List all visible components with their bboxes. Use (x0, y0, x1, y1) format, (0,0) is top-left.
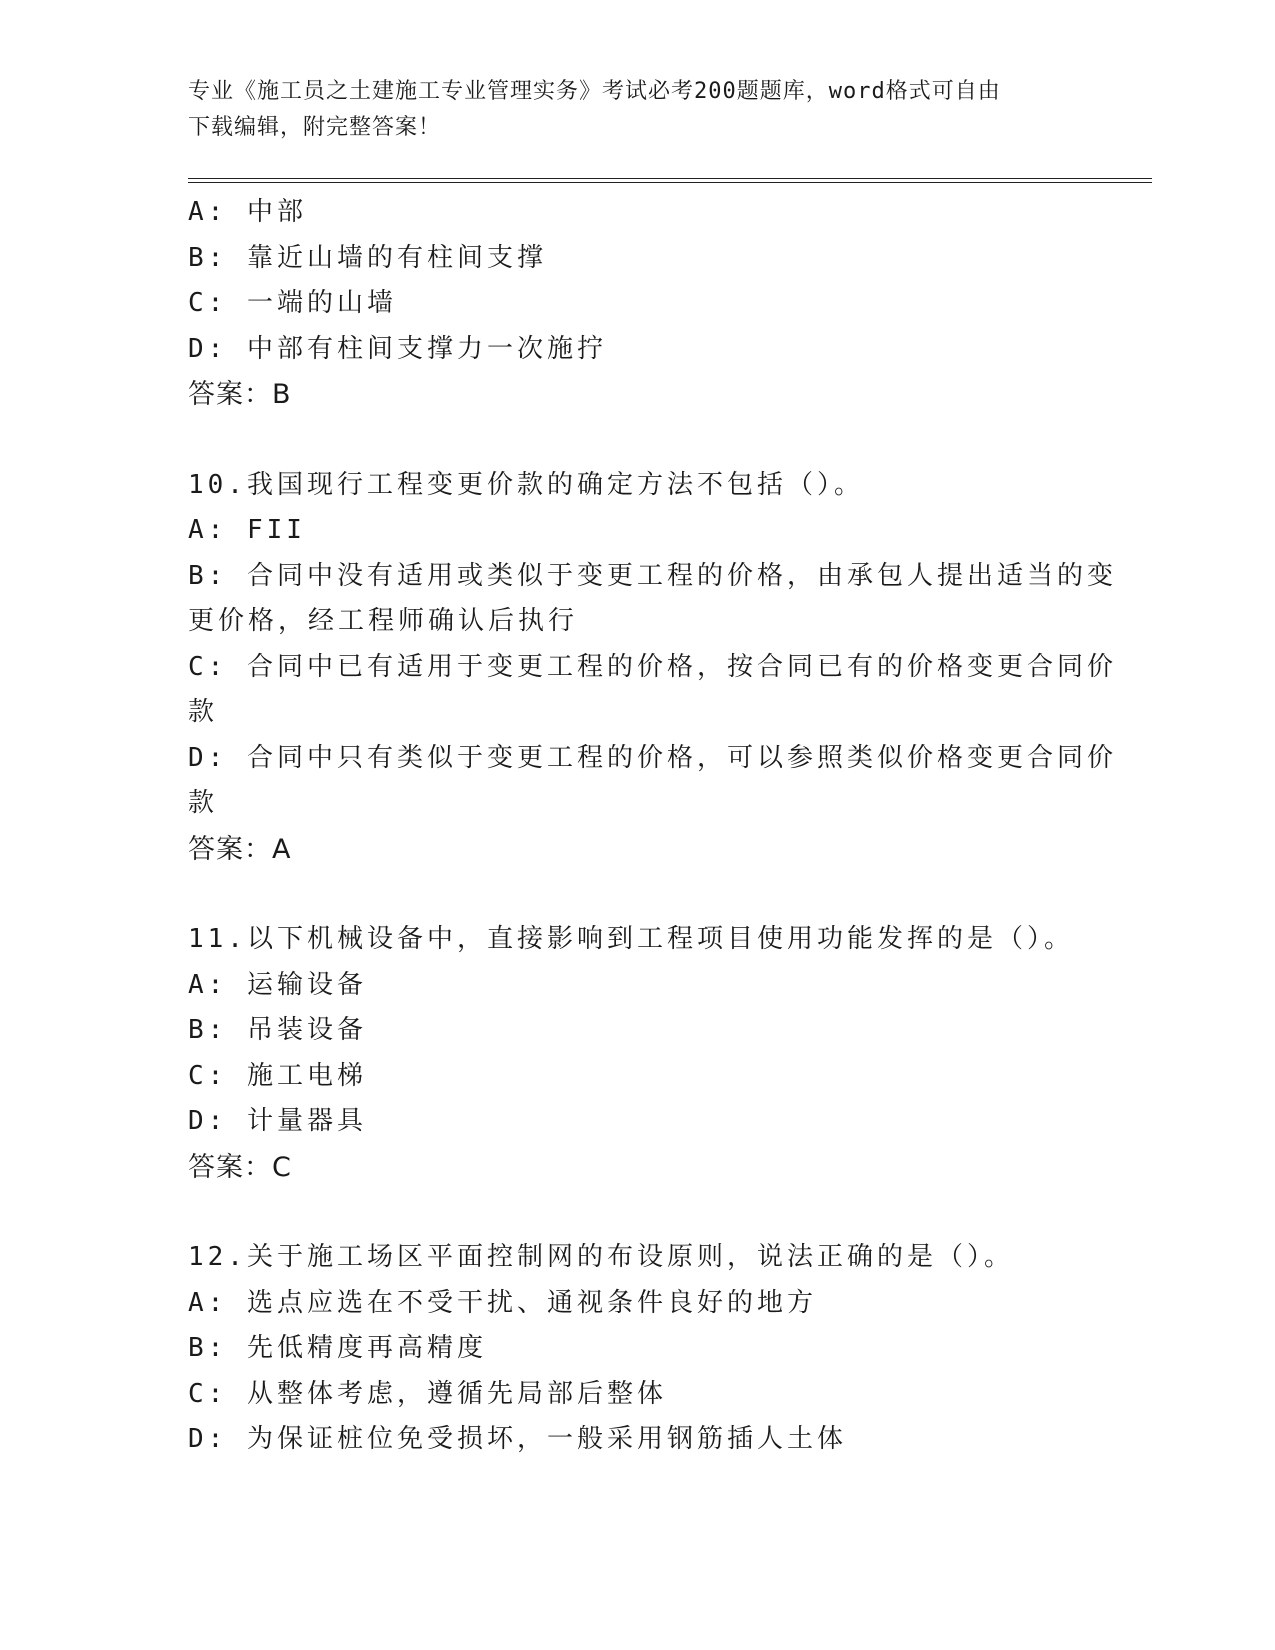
spacer (188, 418, 1088, 463)
answer-line: 答案：C (188, 1151, 292, 1183)
option-c-line-1: C: 合同中已有适用于变更工程的价格，按合同已有的价格变更合同价 (188, 651, 1117, 682)
document-header (188, 74, 1068, 146)
option-d-line-2: 款 (188, 788, 219, 818)
question-9 (188, 190, 1088, 418)
option-a: A: 选点应选在不受干扰、通视条件良好的地方 (188, 1287, 817, 1318)
option-a: A: 中部 (188, 197, 307, 227)
option-b: B: 吊装设备 (188, 1015, 367, 1045)
option-d-line-1: D: 合同中只有类似于变更工程的价格，可以参照类似价格变更合同价 (188, 742, 1117, 773)
option-d: D: 为保证桩位免受损坏，一般采用钢筋插人土体 (188, 1424, 847, 1454)
option-c-line-2: 款 (188, 697, 219, 727)
option-b-line-2: 更价格，经工程师确认后执行 (188, 606, 579, 636)
spacer (188, 1190, 1088, 1235)
option-d: D: 中部有柱间支撑力一次施拧 (188, 333, 607, 364)
question-10 (188, 463, 1117, 873)
question-12 (188, 1235, 1088, 1463)
option-c: C: 从整体考虑，遵循先局部后整体 (188, 1378, 667, 1409)
option-a: A: FII (188, 515, 306, 545)
option-c: C: 施工电梯 (188, 1060, 367, 1091)
answer-line: 答案：A (188, 833, 292, 865)
question-stem: 10.我国现行工程变更价款的确定方法不包括（）。 (188, 469, 864, 500)
question-stem: 11.以下机械设备中，直接影响到工程项目使用功能发挥的是（）。 (188, 924, 1074, 954)
option-c: C: 一端的山墙 (188, 288, 397, 318)
option-b: B: 先低精度再高精度 (188, 1333, 487, 1363)
header-title-line-1: 专业《施工员之土建施工专业管理实务》考试必考200题题库，word格式可自由 (188, 79, 1001, 104)
header-divider (188, 178, 1152, 183)
option-b: B: 靠近山墙的有柱间支撑 (188, 242, 547, 273)
question-list (188, 190, 1117, 1463)
answer-line: 答案：B (188, 379, 292, 410)
spacer (188, 872, 1088, 917)
option-a: A: 运输设备 (188, 969, 367, 1000)
option-b-line-1: B: 合同中没有适用或类似于变更工程的价格，由承包人提出适当的变 (188, 560, 1117, 591)
question-11 (188, 917, 1088, 1190)
header-title-line-2: 下载编辑，附完整答案！ (188, 115, 442, 140)
option-d: D: 计量器具 (188, 1106, 367, 1136)
question-stem: 12.关于施工场区平面控制网的布设原则，说法正确的是（）。 (188, 1242, 1014, 1272)
